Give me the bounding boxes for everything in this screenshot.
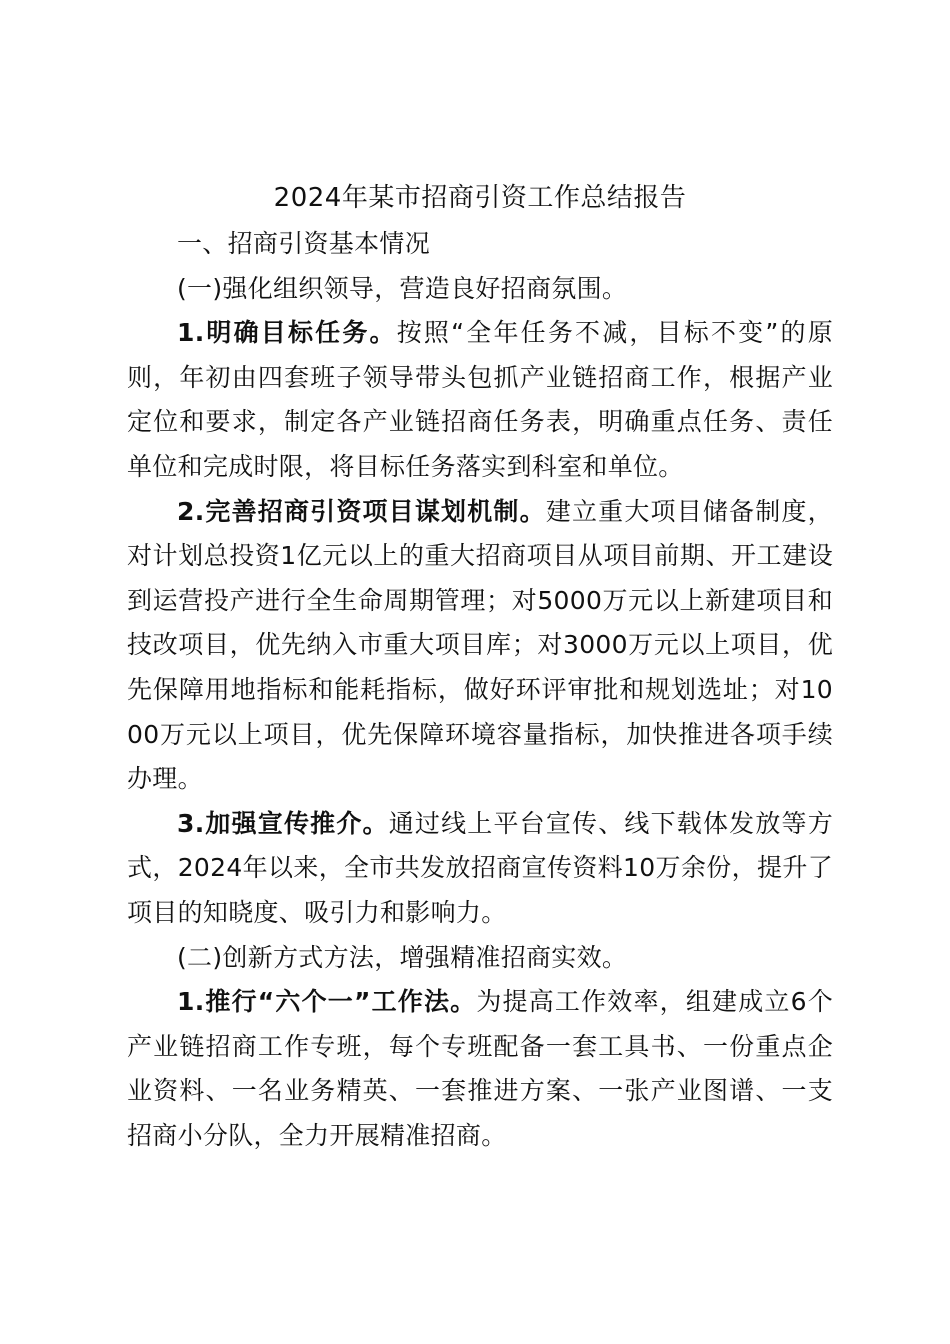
subsection-heading-2: (二)创新方式方法，增强精准招商实效。 — [177, 942, 628, 972]
paragraph-3-lead: 3.加强宣传推介。 — [177, 808, 389, 838]
paragraph-3 — [127, 802, 833, 936]
paragraph-4 — [127, 980, 833, 1158]
paragraph-1 — [127, 311, 833, 489]
document-title: 2024年某市招商引资工作总结报告 — [273, 183, 687, 213]
document-body — [127, 222, 833, 1158]
paragraph-4-text: 为提高工作效率，组建成立6个产业链招商工作专班，每个专班配备一套工具书、一份重点企业资料、一名业务精英、一套推进方案、一张产业图谱、一支招商小分队，全力开展精准招商。 — [127, 987, 833, 1150]
paragraph-2-text: 建立重大项目储备制度，对计划总投资1亿元以上的重大招商项目从项目前期、开工建设到运营投产进行全生命周期管理；对5000万元以上新建项目和技改项目，优先纳入市重大项目库；对3000万元以上项目，优先保障用地指标和能耗指标，做好环评审批和规划选址；对1000万元以上项目，优先保障环境容量指标，加快推进各项手续办理。 — [127, 496, 833, 794]
paragraph-3-text: 通过线上平台宣传、线下载体发放等方式，2024年以来，全市共发放招商宣传资料10万余份，提升了项目的知晓度、吸引力和影响力。 — [127, 808, 834, 927]
paragraph-1-text: 按照“全年任务不减，目标不变”的原则，年初由四套班子领导带头包抓产业链招商工作，根据产业定位和要求，制定各产业链招商任务表，明确重点任务、责任单位和完成时限，将目标任务落实到科室和单位。 — [127, 318, 833, 481]
paragraph-1-lead: 1.明确目标任务。 — [177, 318, 397, 348]
subsection-heading-1: (一)强化组织领导，营造良好招商氛围。 — [177, 273, 628, 303]
paragraph-2 — [127, 490, 833, 802]
paragraph-2-lead: 2.完善招商引资项目谋划机制。 — [177, 496, 546, 526]
paragraph-4-lead: 1.推行“六个一”工作法。 — [177, 987, 477, 1017]
section-heading: 一、招商引资基本情况 — [177, 229, 431, 258]
